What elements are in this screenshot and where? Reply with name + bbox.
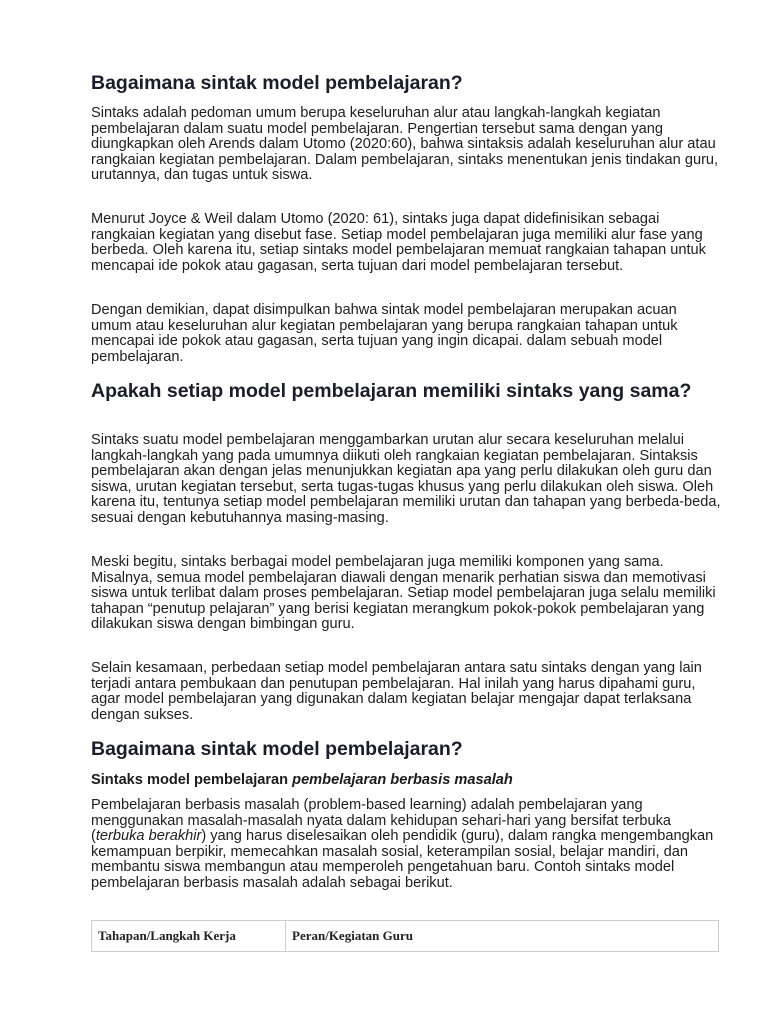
- paragraph-syntax-order: Sintaks suatu model pembelajaran menggambarkan urutan alur secara keseluruhan melalui langkah-langkah yang pada umumnya diikuti oleh rangkaian kegiatan pembelajaran. Sintaksis pembelajaran akan dengan jelas menunjukkan kegiatan apa yang perlu dilakukan oleh guru dan siswa, urutan kegiatan tersebut, serta tugas-tugas khusus yang perlu dilakukan oleh siswa. Oleh karena itu, tentunya setiap model pembelajaran memiliki urutan dan tahapan yang berbeda-beda, sesuai dengan kebutuhannya masing-masing.: [91, 432, 721, 526]
- subheading-plain: Sintaks model pembelajaran: [91, 772, 293, 788]
- section-heading-syntax: Bagaimana sintak model pembelajaran?: [91, 72, 463, 94]
- paragraph-part-before: Pembelajaran berbasis masalah (problem-based learning) adalah pembelajaran yang menggunakan masalah-masalah nyata dalam kehidupan sehari-hari yang bersifat terbuka (: [91, 797, 672, 845]
- paragraph-part-after: ) yang harus diselesaikan oleh pendidik (guru), dalam rangka mengembangkan kemampuan berpikir, memecahkan masalah sosial, keterampilan sosial, belajar mandiri, dan membantu siswa membangun atau memperoleh pengetahuan baru. Contoh sintaks model pembelajaran berbasis masalah adalah sebagai berikut.: [91, 828, 714, 891]
- table-header-step: Tahapan/Langkah Kerja: [92, 921, 286, 952]
- paragraph-problem-based: [91, 798, 721, 892]
- section-heading-syntax-repeat: Bagaimana sintak model pembelajaran?: [91, 738, 463, 760]
- syntax-table: [91, 920, 719, 952]
- paragraph-part-italic: terbuka berakhir: [95, 828, 202, 845]
- paragraph-conclusion: Dengan demikian, dapat disimpulkan bahwa sintak model pembelajaran merupakan acuan umum atau keseluruhan alur kegiatan pembelajaran yang berupa rangkaian tahapan untuk mencapai ide pokok atau gagasan, serta tujuan yang ingin dicapai. dalam sebuah model pembelajaran.: [91, 302, 678, 365]
- subheading-italic: pembelajaran berbasis masalah: [292, 772, 513, 788]
- subheading-problem-based: [91, 772, 513, 788]
- paragraph-definition: Sintaks adalah pedoman umum berupa keseluruhan alur atau langkah-langkah kegiatan pembelajaran dalam suatu model pembelajaran. Pengertian tersebut sama dengan yang diungkapkan oleh Arends dalam Utomo (2020:60), bahwa sintaksis adalah keseluruhan alur atau rangkaian kegiatan pembelajaran. Dalam pembelajaran, sintaks menentukan jenis tindakan guru, urutannya, dan tugas untuk siswa.: [91, 105, 719, 184]
- paragraph-common-components: Meski begitu, sintaks berbagai model pembelajaran juga memiliki komponen yang sama. Misalnya, semua model pembelajaran diawali dengan menarik perhatian siswa dan memotivasi siswa untuk terlibat dalam proses pembelajaran. Setiap model pembelajaran juga selalu memiliki tahapan “penutup pelajaran” yang berisi kegiatan merangkum pokok-pokok pembelajaran yang dilakukan siswa dengan bimbingan guru.: [91, 554, 716, 633]
- table-header-row: [92, 921, 719, 952]
- paragraph-differences: Selain kesamaan, perbedaan setiap model pembelajaran antara satu sintaks dengan yang lain terjadi antara pembukaan dan penutupan pembelajaran. Hal inilah yang harus dipahami guru, agar model pembelajaran yang digunakan dalam kegiatan belajar mengajar dapat terlaksana dengan sukses.: [91, 660, 702, 723]
- paragraph-joyce-weil: Menurut Joyce & Weil dalam Utomo (2020: 61), sintaks juga dapat didefinisikan sebagai rangkaian kegiatan yang disebut fase. Setiap model pembelajaran juga memiliki alur fase yang berbeda. Oleh karena itu, setiap sintaks model pembelajaran memuat rangkaian tahapan untuk mencapai ide pokok atau gagasan, serta tujuan dari model pembelajaran tersebut.: [91, 211, 706, 274]
- table-header-teacher-role: Peran/Kegiatan Guru: [286, 921, 719, 952]
- section-heading-same-syntax: Apakah setiap model pembelajaran memiliki sintaks yang sama?: [91, 380, 692, 402]
